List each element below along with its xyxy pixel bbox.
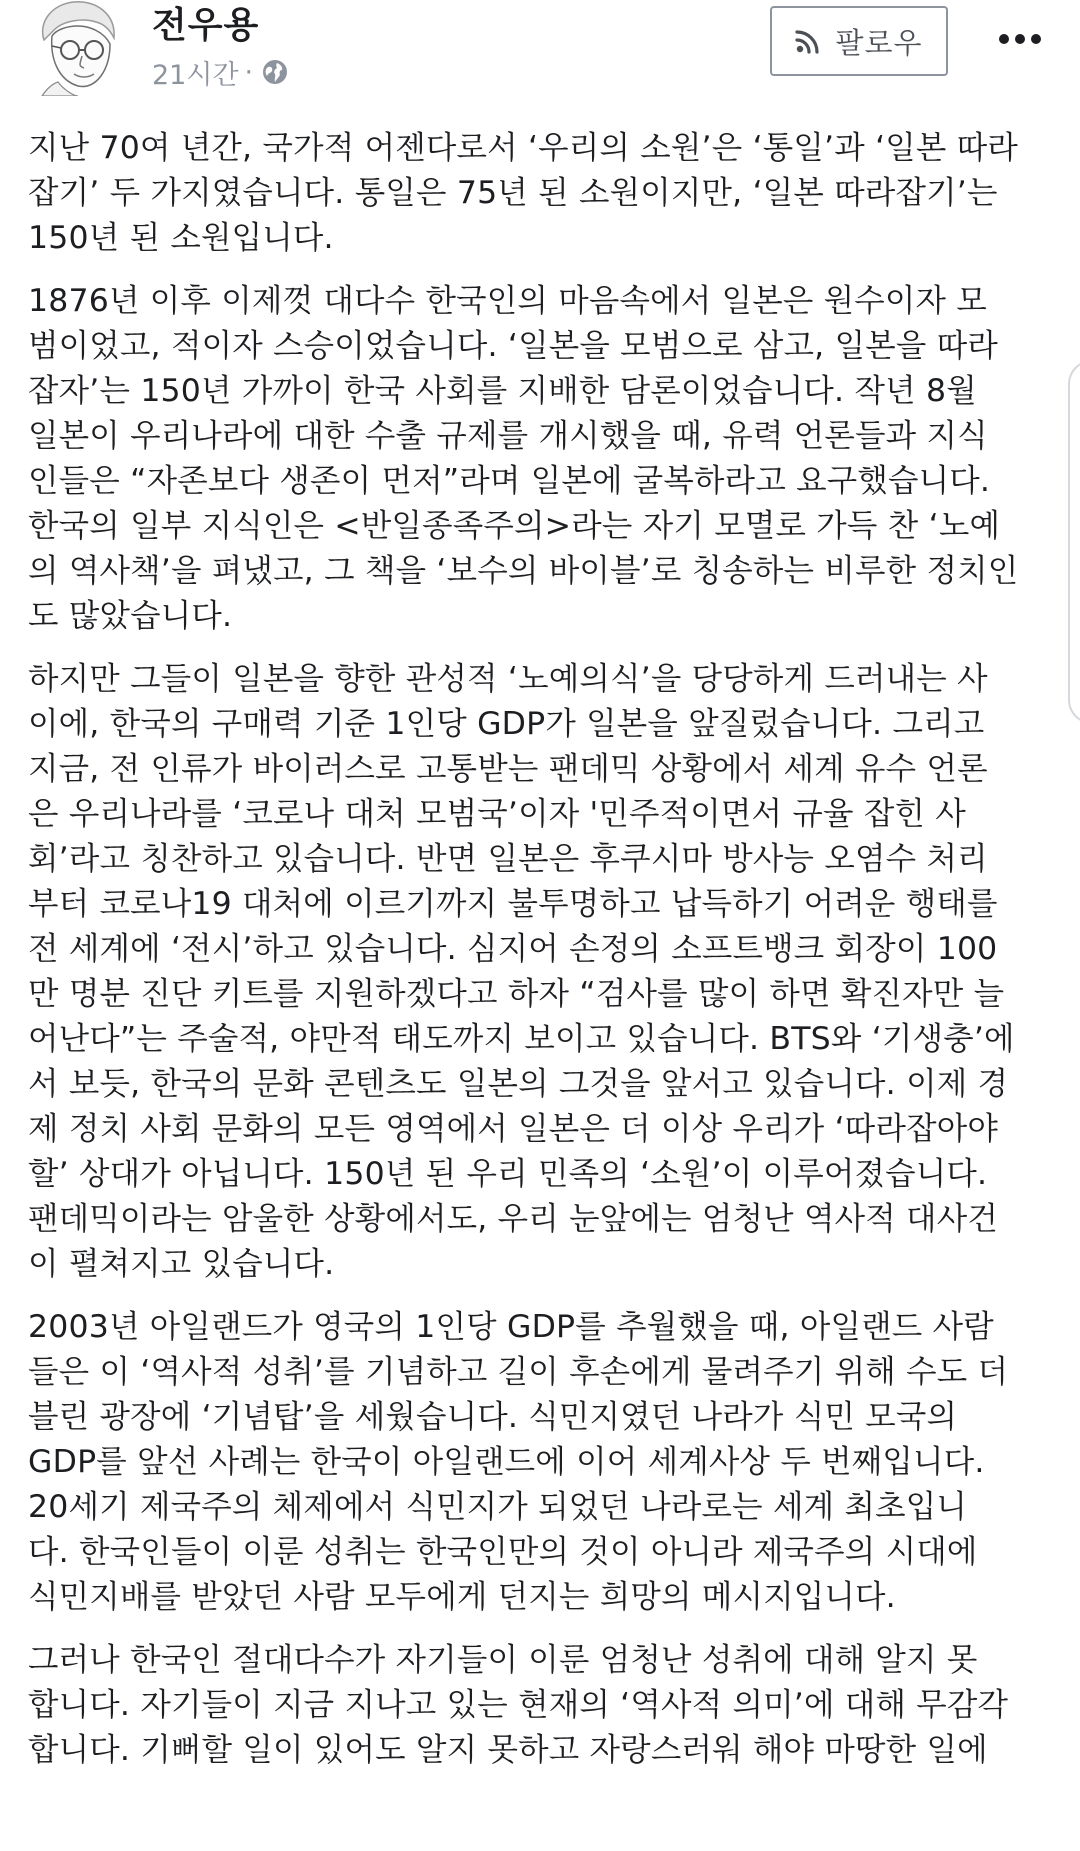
- post-paragraph: 2003년 아일랜드가 영국의 1인당 GDP를 추월했을 때, 아일랜드 사람 들은 이 ‘역사적 성취’를 기념하고 길이 후손에게 물려주기 위해 수도 더 블린 광장에 ‘기념탑’을 세웠습니다. 식민지였던 나라가 식민 모국의 GDP를 앞선 사례는 한국이 아일랜드에 이어 세계사상 두 번째입니다. 20세기 제국주의 체제에서 식민지가 되었던 나라로는 세계 최초입니 다. 한국인들이 이룬 성취는 한국인만의 것이 아니라 제국주의 시대에 식민지배를 받았던 사람 모두에게 던지는 희망의 메시지입니다.: [28, 1309, 1009, 1615]
- globe-icon[interactable]: [261, 58, 289, 86]
- rss-icon: [795, 28, 821, 54]
- post-paragraph: 하지만 그들이 일본을 향한 관성적 ‘노예의식’을 당당하게 드러내는 사 이에, 한국의 구매력 기준 1인당 GDP가 일본을 앞질렀습니다. 그리고 지금, 전 인류가 바이러스로 고통받는 팬데믹 상황에서 세계 유수 언론 은 우리나라를 ‘코로나 대처 모범국’이자 '민주적이면서 규율 잡힌 사 회’라고 칭찬하고 있습니다. 반면 일본은 후쿠시마 방사능 오염수 처리 부터 코로나19 대처에 이르기까지 불투명하고 납득하기 어려운 행태를 전 세계에 ‘전시’하고 있습니다. 심지어 손정의 소프트뱅크 회장이 100 만 명분 진단 키트를 지원하겠다고 하자 “검사를 많이 하면 확진자만 늘 어난다”는 주술적, 야만적 태도까지 보이고 있습니다. BTS와 ‘기생충’에 서 보듯, 한국의 문화 콘텐츠도 일본의 그것을 앞서고 있습니다. 이제 경 제 정치 사회 문화의 모든 영역에서 일본은 더 이상 우리가 ‘따라잡아야 할’ 상대가 아닙니다. 150년 된 우리 민족의 ‘소원’이 이루어졌습니다. 팬데믹이라는 암울한 상황에서도, 우리 눈앞에는 엄청난 역사적 대사건 이 펼쳐지고 있습니다.: [28, 661, 1015, 1282]
- post-body: [28, 126, 1058, 1791]
- follow-label: 팔로우: [835, 25, 923, 60]
- meta-separator: ·: [244, 56, 254, 88]
- adjacent-card-edge[interactable]: [1068, 360, 1080, 724]
- post-paragraph: 그러나 한국인 절대다수가 자기들이 이룬 엄청난 성취에 대해 알지 못 합니다. 자기들이 지금 지나고 있는 현재의 ‘역사적 의미’에 대해 무감각 합니다. 기뻐할 일이 있어도 알지 못하고 자랑스러워 해야 마땅한 일에: [28, 1642, 1009, 1768]
- more-dots-icon: [998, 30, 1042, 49]
- avatar-caricature-icon: [34, 0, 124, 96]
- post-meta: [152, 52, 289, 92]
- post-paragraph: 지난 70여 년간, 국가적 어젠다로서 ‘우리의 소원’은 ‘통일’과 ‘일본 따라 잡기’ 두 가지였습니다. 통일은 75년 된 소원이지만, ‘일본 따라잡기’는 150년 된 소원입니다.: [28, 130, 1019, 256]
- more-options-button[interactable]: [990, 14, 1050, 64]
- author-name[interactable]: 전우용: [152, 5, 260, 46]
- post-header: [0, 0, 1080, 112]
- post-paragraph: 1876년 이후 이제껏 대다수 한국인의 마음속에서 일본은 원수이자 모 범이었고, 적이자 스승이었습니다. ‘일본을 모범으로 삼고, 일본을 따라 잡자’는 150년 가까이 한국 사회를 지배한 담론이었습니다. 작년 8월 일본이 우리나라에 대한 수출 규제를 개시했을 때, 유력 언론들과 지식 인들은 “자존보다 생존이 먼저”라며 일본에 굴복하라고 요구했습니다. 한국의 일부 지식인은 <반일종족주의>라는 자기 모멸로 가득 찬 ‘노예 의 역사책’을 펴냈고, 그 책을 ‘보수의 바이블’로 칭송하는 비루한 정치인 도 많았습니다.: [28, 283, 1019, 634]
- post-timestamp[interactable]: 21시간: [152, 59, 239, 91]
- follow-button[interactable]: [770, 6, 948, 76]
- avatar[interactable]: [34, 0, 124, 96]
